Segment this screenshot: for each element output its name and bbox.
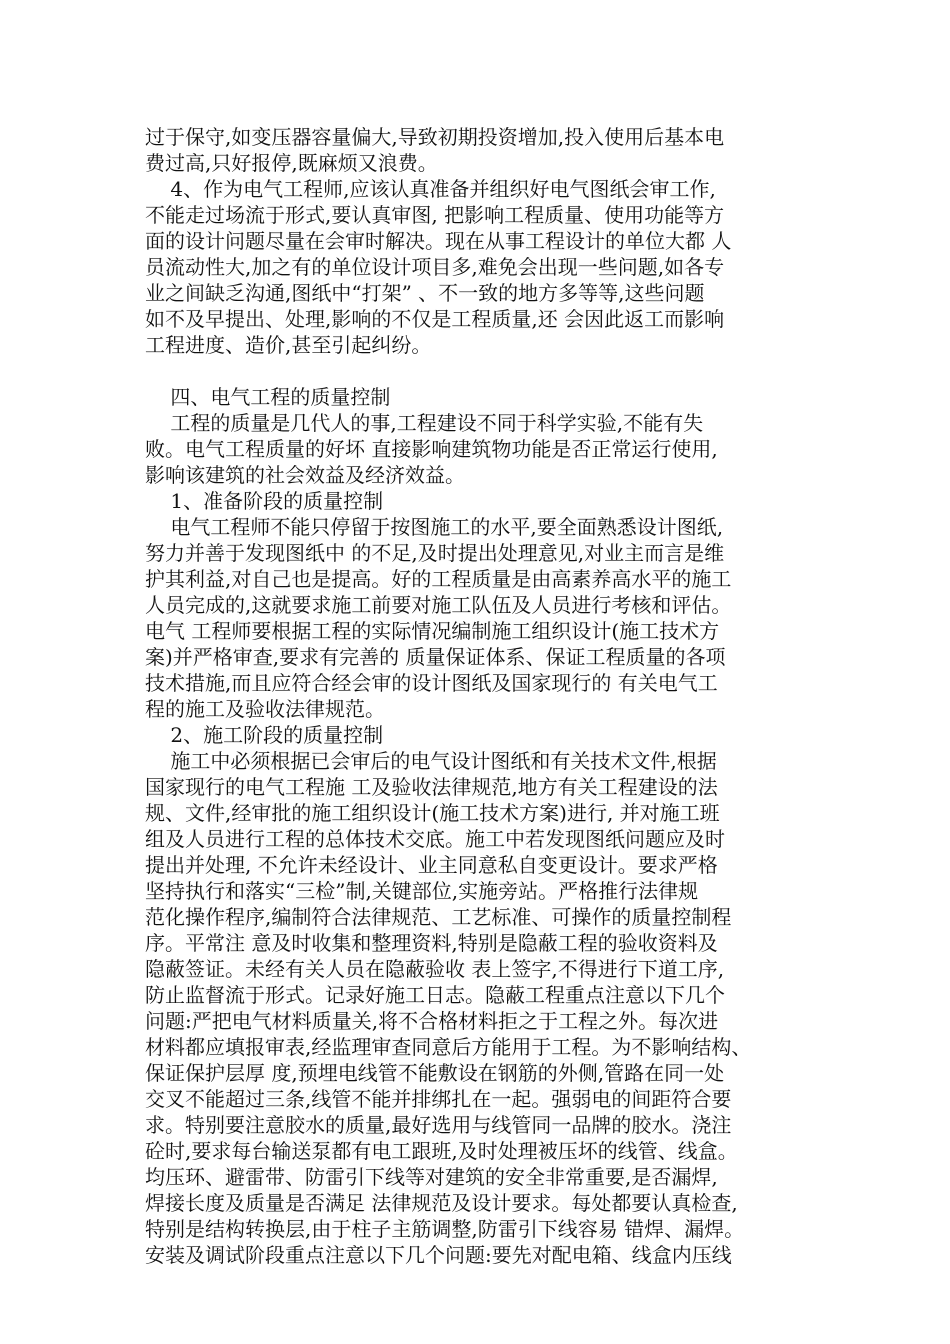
- text-line: 防止监督流于形式。记录好施工日志。隐蔽工程重点注意以下几个: [145, 983, 725, 1007]
- text-line: 规、文件,经审批的施工组织设计(施工技术方案)进行, 并对施工班: [145, 801, 720, 825]
- text-line: 交叉不能超过三条,线管不能并排绑扎在一起。强弱电的间距符合要: [145, 1087, 732, 1111]
- text-line: 案)并严格审查,要求有完善的 质量保证体系、保证工程质量的各项: [145, 645, 726, 669]
- text-line: 材料都应填报审表,经监理审查同意后方能用于工程。为不影响结构、: [145, 1035, 752, 1059]
- text-line: 护其利益,对自己也是提高。好的工程质量是由高素养高水平的施工: [145, 567, 732, 591]
- blank-line: [145, 358, 805, 384]
- text-line: 业之间缺乏沟通,图纸中“打架” 、不一致的地方多等等,这些问题: [145, 281, 705, 305]
- text-line: 败。电气工程质量的好坏 直接影响建筑物功能是否正常运行使用,: [145, 437, 718, 461]
- text-line: 坚持执行和落实“三检”制,关键部位,实施旁站。严格推行法律规: [145, 879, 699, 903]
- text-line: 工程进度、造价,甚至引起纠纷。: [145, 333, 432, 357]
- text-line: 如不及早提出、处理,影响的不仅是工程质量,还 会因此返工而影响: [145, 307, 725, 331]
- text-line: 施工中必须根据已会审后的电气设计图纸和有关技术文件,根据: [145, 749, 717, 773]
- text-line: 影响该建筑的社会效益及经济效益。: [145, 463, 465, 487]
- text-line: 组及人员进行工程的总体技术交底。施工中若发现图纸问题应及时: [145, 827, 725, 851]
- text-line: 国家现行的电气工程施 工及验收法律规范,地方有关工程建设的法: [145, 775, 718, 799]
- text-line: 电气工程师不能只停留于按图施工的水平,要全面熟悉设计图纸,: [145, 515, 724, 539]
- text-line: 隐蔽签证。未经有关人员在隐蔽验收 表上签字,不得进行下道工序,: [145, 957, 725, 981]
- text-line: 范化操作程序,编制符合法律规范、工艺标准、可操作的质量控制程: [145, 905, 732, 929]
- text-line: 人员完成的,这就要求施工前要对施工队伍及人员进行考核和评估。: [145, 593, 732, 617]
- text-line: 安装及调试阶段重点注意以下几个问题:要先对配电箱、线盒内压线: [145, 1243, 732, 1267]
- text-line: 焊接长度及质量是否满足 法律规范及设计要求。每处都要认真检查,: [145, 1191, 738, 1215]
- text-line: 员流动性大,加之有的单位设计项目多,难免会出现一些问题,如各专: [145, 255, 725, 279]
- text-line: 过于保守,如变压器容量偏大,导致初期投资增加,投入使用后基本电: [145, 125, 725, 149]
- text-line: 求。特别要注意胶水的质量,最好选用与线管同一品牌的胶水。浇注: [145, 1113, 732, 1137]
- body-text: [145, 124, 805, 1268]
- text-line: 4、作为电气工程师,应该认真准备并组织好电气图纸会审工作,: [145, 177, 716, 201]
- text-line: 程的施工及验收法律规范。: [145, 697, 385, 721]
- subsection-heading: 2、施工阶段的质量控制: [145, 723, 384, 747]
- text-line: 不能走过场流于形式,要认真审图, 把影响工程质量、使用功能等方: [145, 203, 725, 227]
- text-line: 努力并善于发现图纸中 的不足,及时提出处理意见,对业主而言是维: [145, 541, 725, 565]
- text-line: 电气 工程师要根据工程的实际情况编制施工组织设计(施工技术方: [145, 619, 720, 643]
- text-line: 均压环、避雷带、防雷引下线等对建筑的安全非常重要,是否漏焊,: [145, 1165, 718, 1189]
- text-line: 工程的质量是几代人的事,工程建设不同于科学实验,不能有失: [145, 411, 704, 435]
- text-line: 提出并处理, 不允许未经设计、业主同意私自变更设计。要求严格: [145, 853, 718, 877]
- text-line: 砼时,要求每台输送泵都有电工跟班,及时处理被压坏的线管、线盒。: [145, 1139, 738, 1163]
- text-line: 技术措施,而且应符合经会审的设计图纸及国家现行的 有关电气工: [145, 671, 718, 695]
- text-line: 问题:严把电气材料质量关,将不合格材料拒之于工程之外。每次进: [145, 1009, 719, 1033]
- text-line: 面的设计问题尽量在会审时解决。现在从事工程设计的单位大都 人: [145, 229, 732, 253]
- text-line: 费过高,只好报停,既麻烦又浪费。: [145, 151, 438, 175]
- text-line: 保证保护层厚 度,预埋电线管不能敷设在钢筋的外侧,管路在同一处: [145, 1061, 725, 1085]
- text-line: 序。平常注 意及时收集和整理资料,特别是隐蔽工程的验收资料及: [145, 931, 718, 955]
- text-line: 特别是结构转换层,由于柱子主筋调整,防雷引下线容易 错焊、漏焊。: [145, 1217, 745, 1241]
- section-heading: 四、电气工程的质量控制: [145, 385, 391, 409]
- subsection-heading: 1、准备阶段的质量控制: [145, 489, 384, 513]
